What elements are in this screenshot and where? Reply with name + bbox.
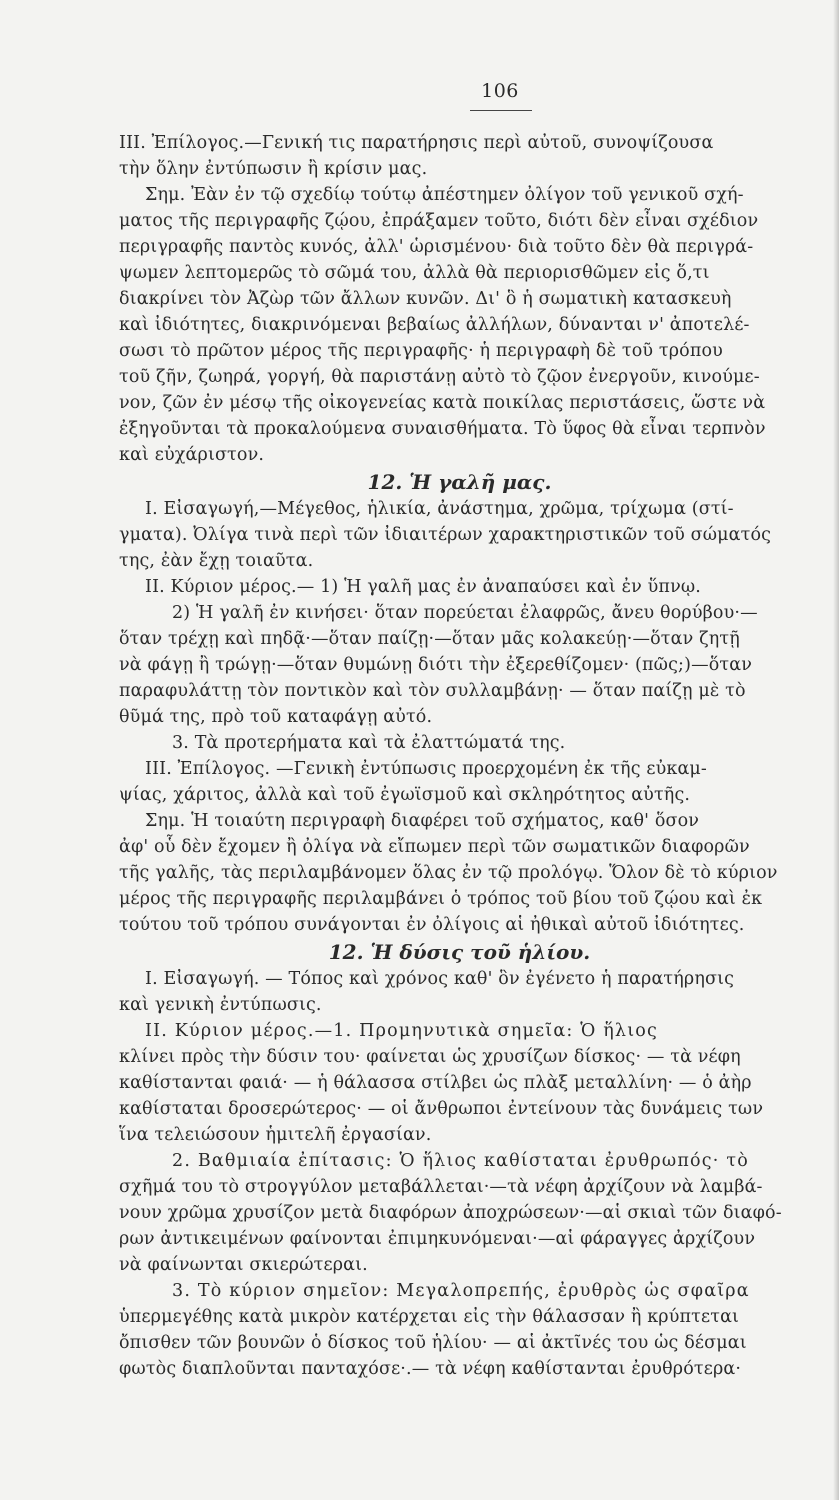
text-line: ὅταν τρέχῃ καὶ πηδᾷ·—ὅταν παίζῃ·—ὅταν μᾶς κολακεύῃ·—ὅταν ζητῇ <box>119 629 740 649</box>
text-line: νουν χρῶμα χρυσίζον μετὰ διαφόρων ἀποχρώσεων·—αἱ σκιαὶ τῶν διαφό- <box>119 1203 782 1223</box>
text-line: II. Κύριον μέρος.—1. Προμηνυτικὰ σημεῖα: Ὁ ἥλιος <box>145 1021 659 1041</box>
text-line: παραφυλάττῃ τὸν ποντικὸν καὶ τὸν συλλαμβάνῃ· — ὅταν παίζῃ μὲ τὸ <box>119 681 746 701</box>
text-line: τοῦ ζῆν, ζωηρά, γοργή, θὰ παριστάνῃ αὐτὸ τὸ ζῷον ἐνεργοῦν, κινούμε- <box>119 367 760 387</box>
text-line: φωτὸς διαπλοῦνται πανταχόσε·.— τὰ νέφη καθίστανται ἐρυθρότερα· <box>119 1359 742 1379</box>
text-line: τῆς γαλῆς, τὰς περιλαμβάνομεν ὅλας ἐν τῷ προλόγῳ. Ὅλον δὲ τὸ κύριον <box>119 863 778 883</box>
text-line: περιγραφῆς παντὸς κυνός, ἀλλ' ὡρισμένου· διὰ τοῦτο δὲν θὰ περιγρά- <box>119 237 754 257</box>
text-line: ἐξηγοῦνται τὰ προκαλούμενα συναισθήματα. Τὸ ὕφος θὰ εἶναι τερπνὸν <box>119 419 766 439</box>
text-line: τὴν ὅλην ἐντύπωσιν ἢ κρίσιν μας. <box>119 159 428 179</box>
text-line: διακρίνει τὸν Ἀζὼρ τῶν ἄλλων κυνῶν. Δι' ὃ ἡ σωματικὴ κατασκευὴ <box>119 289 732 309</box>
page-number-rule <box>470 110 532 111</box>
text-line: I. Εἰσαγωγή,—Μέγεθος, ἡλικία, ἀνάστημα, χρῶμα, τρίχωμα (στί- <box>145 499 734 519</box>
text-line: 2) Ἡ γαλῆ ἐν κινήσει· ὅταν πορεύεται ἐλαφρῶς, ἄνευ θορύβου·— <box>172 603 758 623</box>
section-heading-cat: 12. Ἡ γαλῆ μας. <box>367 470 552 494</box>
text-line: νὰ φαίνωνται σκιερώτεραι. <box>119 1255 368 1275</box>
text-line: II. Κύριον μέρος.— 1) Ἡ γαλῆ μας ἐν ἀναπαύσει καὶ ἐν ὕπνῳ. <box>145 577 702 597</box>
text-line: καθίστανται φαιά· — ἡ θάλασσα στίλβει ὡς πλὰξ μεταλλίνη· — ὁ ἀὴρ <box>119 1073 752 1093</box>
text-line: καὶ εὐχάριστον. <box>119 445 265 465</box>
text-line: της, ἐὰν ἔχῃ τοιαῦτα. <box>119 551 314 571</box>
text-line: τούτου τοῦ τρόπου συνάγονται ἐν ὀλίγοις αἱ ἠθικαὶ αὐτοῦ ἰδιότητες. <box>119 915 745 935</box>
text-line: καθίσταται δροσερώτερος· — οἱ ἄνθρωποι ἐντείνουν τὰς δυνάμεις των <box>119 1099 764 1119</box>
text-line: ἵνα τελειώσουν ἡμιτελῆ ἐργασίαν. <box>119 1125 432 1145</box>
text-line: σωσι τὸ πρῶτον μέρος τῆς περιγραφῆς· ἡ περιγραφὴ δὲ τοῦ τρόπου <box>119 341 723 361</box>
text-line: 3. Τὸ κύριον σημεῖον: Μεγαλοπρεπής, ἐρυθρὸς ὡς σφαῖρα <box>172 1281 750 1301</box>
page-number: 106 <box>481 80 519 102</box>
text-line: Σημ. Ἐὰν ἐν τῷ σχεδίῳ τούτῳ ἀπέστημεν ὀλίγον τοῦ γενικοῦ σχή- <box>145 185 744 205</box>
text-line: ψίας, χάριτος, ἀλλὰ καὶ τοῦ ἐγωϊσμοῦ καὶ σκληρότητος αὐτῆς. <box>119 785 691 805</box>
text-line: νον, ζῶν ἐν μέσῳ τῆς οἰκογενείας κατὰ ποικίλας περιστάσεις, ὥστε νὰ <box>119 393 766 413</box>
text-line: μέρος τῆς περιγραφῆς περιλαμβάνει ὁ τρόπος τοῦ βίου τοῦ ζῴου καὶ ἐκ <box>119 889 763 909</box>
text-line: 3. Τὰ προτερήματα καὶ τὰ ἐλαττώματά της. <box>172 733 566 753</box>
section-heading-sunset: 12. Ἡ δύσις τοῦ ἡλίου. <box>328 940 591 964</box>
text-line: ρων ἀντικειμένων φαίνονται ἐπιμηκυνόμεναι·—αἱ φάραγγες ἀρχίζουν <box>119 1229 756 1249</box>
text-line: ὑπερμεγέθης κατὰ μικρὸν κατέρχεται εἰς τὴν θάλασσαν ἢ κρύπτεται <box>119 1307 740 1327</box>
text-line: III. Ἐπίλογος.—Γενική τις παρατήρησις περὶ αὐτοῦ, συνοψίζουσα <box>119 133 714 153</box>
text-line: ὄπισθεν τῶν βουνῶν ὁ δίσκος τοῦ ἡλίου· — αἱ ἀκτῖνές του ὡς δέσμαι <box>119 1333 747 1353</box>
text-line: Σημ. Ἡ τοιαύτη περιγραφὴ διαφέρει τοῦ σχήματος, καθ' ὅσον <box>145 811 700 831</box>
text-line: ἀφ' οὗ δὲν ἔχομεν ἢ ὀλίγα νὰ εἴπωμεν περὶ τῶν σωματικῶν διαφορῶν <box>119 837 750 857</box>
text-line: 2. Βαθμιαία ἐπίτασις: Ὁ ἥλιος καθίσταται ἐρυθρωπός· τὸ <box>172 1151 749 1171</box>
text-line: I. Εἰσαγωγή. — Τόπος καὶ χρόνος καθ' ὃν ἐγένετο ἡ παρατήρησις <box>145 969 735 989</box>
text-line: γματα). Ὀλίγα τινὰ περὶ τῶν ἰδιαιτέρων χαρακτηριστικῶν τοῦ σώματός <box>119 525 772 545</box>
text-line: νὰ φάγῃ ἢ τρώγῃ·—ὅταν θυμώνῃ διότι τὴν ἐξερεθίζομεν· (πῶς;)—ὅταν <box>119 655 753 675</box>
text-line: ψωμεν λεπτομερῶς τὸ σῶμά του, ἀλλὰ θὰ περιορισθῶμεν εἰς ὅ,τι <box>119 263 710 283</box>
text-line: θῦμά της, πρὸ τοῦ καταφάγῃ αὐτό. <box>119 707 433 727</box>
text-line: κλίνει πρὸς τὴν δύσιν του· φαίνεται ὡς χρυσίζων δίσκος· — τὰ νέφη <box>119 1047 741 1067</box>
text-line: καὶ γενικὴ ἐντύπωσις. <box>119 995 322 1015</box>
text-line: καὶ ἰδιότητες, διακρινόμεναι βεβαίως ἀλλήλων, δύνανται ν' ἀποτελέ- <box>119 315 750 335</box>
text-line: ματος τῆς περιγραφῆς ζῴου, ἐπράξαμεν τοῦτο, διότι δὲν εἶναι σχέδιον <box>119 211 759 231</box>
page-edge-shadow <box>833 0 839 1500</box>
text-line: III. Ἐπίλογος. —Γενικὴ ἐντύπωσις προερχομένη ἐκ τῆς εὐκαμ- <box>145 759 708 779</box>
text-line: σχῆμά του τὸ στρογγύλον μεταβάλλεται·—τὰ νέφη ἀρχίζουν νὰ λαμβά- <box>119 1177 763 1197</box>
